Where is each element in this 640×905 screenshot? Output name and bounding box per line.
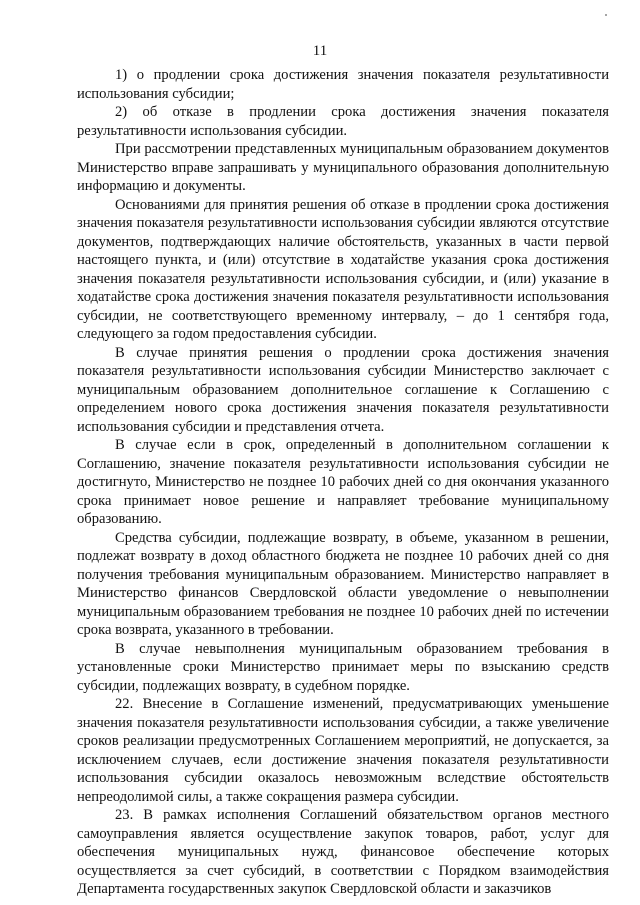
- page-number: 11: [312, 43, 328, 59]
- paragraph-additional-info-request: При рассмотрении представленных муниципальным образованием документов Министерство вправе запрашивать у муниципального образования дополнительную информацию и документы.: [77, 141, 609, 194]
- paragraph-refusal-grounds: Основаниями для принятия решения об отказе в продлении срока достижения значения показателя результативности использования субсидии являются отсутствие документов, подтверждающих наличие обстоятельств, указанных в части первой настоящего пункта, и (или) отсутствие в ходатайстве указания срока достижения значения показателя результативности использования субсидии, и (или) указание в ходатайстве срока достижения значения показателя результативности использования субсидии, не соответствующего временному интервалу, – до 1 сентября года, следующего за годом предоставления субсидии.: [77, 196, 609, 342]
- paragraph-item-22: 22. Внесение в Соглашение изменений, предусматривающих уменьшение значения показателя результативности использования субсидии, а также увеличение сроков реализации предусмотренных Соглашением мероприятий, не допускается, за исключением случаев, если достижение значения показателя результативности использования субсидии оказалось невозможным вследствие обстоятельств непреодолимой силы, а также сокращения размера субсидии.: [77, 696, 609, 805]
- paragraph-judicial-recovery: В случае невыполнения муниципальным образованием требования в установленные сроки Министерство принимает меры по взысканию средств субсидии, подлежащих возврату, в судебном порядке.: [77, 640, 609, 694]
- paragraph-subitem-1: 1) о продлении срока достижения значения показателя результативности использования субсидии;: [77, 67, 609, 102]
- paragraph-funds-return: Средства субсидии, подлежащие возврату, в объеме, указанном в решении, подлежат возврату в доход областного бюджета не позднее 10 рабочих дней со дня получения требования муниципальным образованием. Министерство направляет в Министерство финансов Свердловской области уведомление о невыполнении муниципальным образованием требования не позднее 10 рабочих дней по истечении срока возврата, указанного в требовании.: [77, 529, 609, 638]
- paragraph-subitem-2: 2) об отказе в продлении срока достижения значения показателя результативности использования субсидии.: [77, 104, 609, 139]
- paragraph-item-23: 23. В рамках исполнения Соглашений обязательством органов местного самоуправления является осуществление закупок товаров, работ, услуг для обеспечения муниципальных нужд, финансовое обеспечение которых осуществляется за счет субсидий, в соответствии с Порядком взаимодействия Департамента государственных закупок Свердловской области и заказчиков: [77, 807, 609, 897]
- document-body: [77, 66, 609, 899]
- paragraph-extension-decision: В случае принятия решения о продлении срока достижения значения показателя результативности использования субсидии Министерство заключает с муниципальным образованием дополнительное соглашение к Соглашению с определением нового срока достижения значения показателя результативности использования субсидии и представления отчета.: [77, 344, 609, 435]
- paragraph-indicator-not-achieved: В случае если в срок, определенный в дополнительном соглашении к Соглашению, значение показателя результативности использования субсидии не достигнуто, Министерство не позднее 10 рабочих дней со дня окончания указанного срока принимает новое решение и направляет требование муниципальному образованию.: [77, 437, 609, 527]
- scan-dot-mark: [605, 14, 607, 16]
